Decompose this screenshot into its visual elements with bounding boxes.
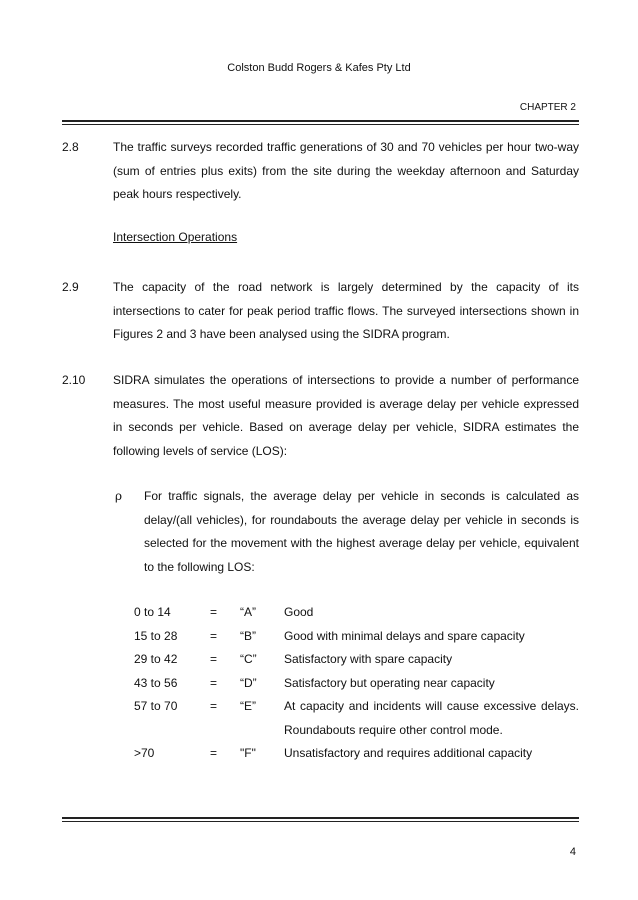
paragraph-2-8 <box>62 136 579 207</box>
chapter-label: CHAPTER 2 <box>519 102 576 113</box>
footer-rule <box>62 817 579 822</box>
los-row <box>134 695 579 742</box>
paragraph-number: 2.10 <box>62 373 86 387</box>
paragraph-text: SIDRA simulates the operations of intersections to provide a number of performance measures. The most useful measure provided is average delay per vehicle expressed in seconds per vehicle. Based on average delay per vehicle, SIDRA estimates the following levels of service (LOS): <box>113 373 579 458</box>
los-range: 43 to 56 <box>134 675 178 690</box>
header-rule-thick-line <box>62 120 579 122</box>
los-range: 15 to 28 <box>134 628 178 643</box>
los-range: >70 <box>134 746 155 760</box>
los-row <box>134 648 579 672</box>
los-row <box>134 625 579 649</box>
los-grade: “D” <box>240 675 257 690</box>
los-equals: = <box>210 675 218 690</box>
paragraph-text: The traffic surveys recorded traffic generations of 30 and 70 vehicles per hour two-way (sum of entries plus exits) from the site during the weekday afternoon and Saturday peak hours respectively. <box>113 140 579 201</box>
header-rule <box>62 120 579 125</box>
los-equals: = <box>210 605 218 619</box>
los-row <box>134 601 579 625</box>
los-description: Unsatisfactory and requires additional capacity <box>284 746 533 760</box>
company-header: Colston Budd Rogers & Kafes Pty Ltd <box>227 62 411 74</box>
los-description: Satisfactory but operating near capacity <box>284 675 495 690</box>
los-equals: = <box>210 746 218 760</box>
bullet-symbol: ρ <box>115 489 123 503</box>
los-grade: "F" <box>240 746 256 760</box>
los-range: 0 to 14 <box>134 605 171 619</box>
footer-rule-thin-line <box>62 821 579 822</box>
los-row <box>134 742 579 766</box>
los-range: 57 to 70 <box>134 699 178 713</box>
los-equals: = <box>210 628 218 643</box>
paragraph-2-10 <box>62 369 579 463</box>
los-equals: = <box>210 699 218 713</box>
footer-rule-thick-line <box>62 817 579 819</box>
los-equals: = <box>210 652 218 666</box>
paragraph-number: 2.8 <box>62 140 79 154</box>
los-table <box>134 601 579 766</box>
los-range: 29 to 42 <box>134 652 178 666</box>
los-grade: “A” <box>240 605 256 619</box>
bullet-item <box>113 485 579 579</box>
bullet-text: For traffic signals, the average delay per vehicle in seconds is calculated as delay/(all vehicles), for roundabouts the average delay per vehicle in seconds is selected for the movement with the highest average delay per vehicle, equivalent to the following LOS: <box>144 489 579 574</box>
los-grade: “B” <box>240 628 256 643</box>
paragraph-2-9 <box>62 276 579 347</box>
los-grade: “E” <box>240 699 256 713</box>
los-grade: “C” <box>240 652 257 666</box>
los-description: At capacity and incidents will cause excessive delays. Roundabouts require other control mode. <box>284 699 579 737</box>
paragraph-text: The capacity of the road network is largely determined by the capacity of its intersections to cater for peak period traffic flows. The surveyed intersections shown in Figures 2 and 3 have been analysed using the SIDRA program. <box>113 280 579 341</box>
header-rule-thin-line <box>62 124 579 125</box>
paragraph-number: 2.9 <box>62 280 79 294</box>
los-row <box>134 672 579 696</box>
section-heading: Intersection Operations <box>113 230 238 244</box>
los-description: Satisfactory with spare capacity <box>284 652 453 666</box>
los-description: Good with minimal delays and spare capacity <box>284 628 525 643</box>
page-number: 4 <box>569 846 576 858</box>
los-description: Good <box>284 605 314 619</box>
